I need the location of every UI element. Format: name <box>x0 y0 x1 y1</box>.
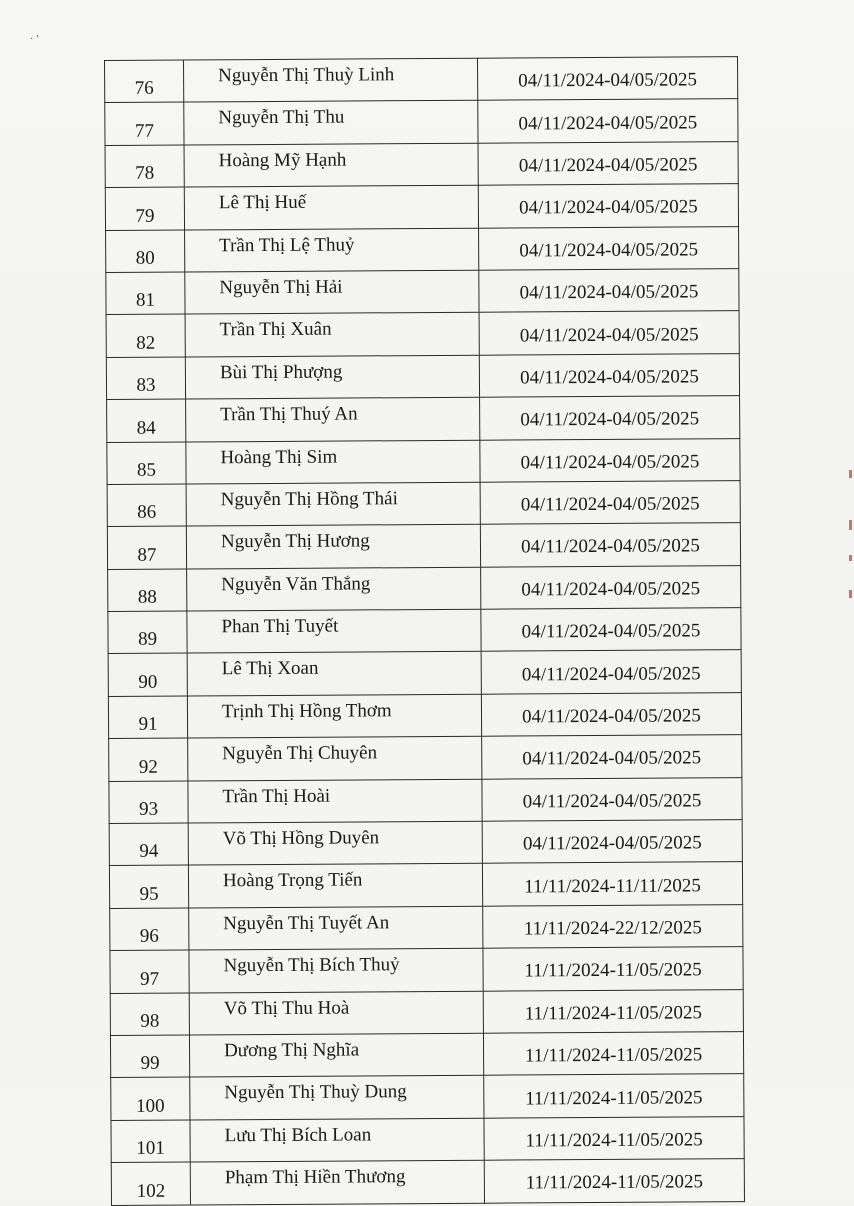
row-period: 04/11/2024-04/05/2025 <box>479 353 739 397</box>
row-name: Nguyễn Thị Hải <box>185 270 479 314</box>
row-number: 99 <box>110 1035 189 1078</box>
row-period: 04/11/2024-04/05/2025 <box>478 141 738 185</box>
table-row <box>105 99 738 145</box>
edge-mark <box>849 470 852 478</box>
row-name: Nguyễn Thị Chuyên <box>188 736 482 780</box>
table-row <box>108 565 741 611</box>
row-period: 11/11/2024-22/12/2025 <box>483 904 743 948</box>
row-period: 04/11/2024-04/05/2025 <box>482 735 742 779</box>
table-row <box>111 1116 744 1162</box>
row-name: Nguyễn Văn Thắng <box>187 567 481 611</box>
row-period: 04/11/2024-04/05/2025 <box>478 99 738 143</box>
row-period: 11/11/2024-11/05/2025 <box>483 947 743 991</box>
row-period: 11/11/2024-11/05/2025 <box>483 989 743 1033</box>
row-period: 11/11/2024-11/05/2025 <box>483 1032 743 1076</box>
row-period: 11/11/2024-11/11/2025 <box>482 862 742 906</box>
row-name: Lê Thị Xoan <box>187 652 481 696</box>
table-row <box>109 735 742 781</box>
row-number: 86 <box>107 484 186 527</box>
table-row <box>111 1159 744 1205</box>
row-number: 91 <box>108 696 187 739</box>
row-name: Hoàng Thị Sim <box>186 440 480 484</box>
row-period: 04/11/2024-04/05/2025 <box>480 481 740 525</box>
row-number: 102 <box>111 1162 190 1205</box>
table-row <box>107 396 740 442</box>
row-number: 81 <box>106 272 185 315</box>
row-period: 04/11/2024-04/05/2025 <box>482 820 742 864</box>
table-row <box>105 184 738 230</box>
row-number: 76 <box>105 60 184 103</box>
row-period: 04/11/2024-04/05/2025 <box>480 438 740 482</box>
row-name: Lê Thị Huế <box>184 185 478 229</box>
table-row <box>111 1074 744 1120</box>
table-row <box>110 1032 743 1078</box>
row-period: 11/11/2024-11/05/2025 <box>484 1116 744 1160</box>
row-period: 04/11/2024-04/05/2025 <box>480 523 740 567</box>
table-row <box>105 57 738 103</box>
row-number: 101 <box>111 1120 190 1163</box>
row-number: 79 <box>105 187 184 230</box>
row-number: 92 <box>109 738 188 781</box>
row-number: 87 <box>107 526 186 569</box>
row-period: 04/11/2024-04/05/2025 <box>480 396 740 440</box>
scan-specks: · ’ <box>30 34 40 45</box>
row-period: 04/11/2024-04/05/2025 <box>481 608 741 652</box>
row-name: Phan Thị Tuyết <box>187 609 481 653</box>
table-row <box>110 904 743 950</box>
table-row <box>109 862 742 908</box>
table-row <box>108 650 741 696</box>
edge-mark <box>849 520 852 530</box>
row-name: Dương Thị Nghĩa <box>189 1033 483 1077</box>
table-row <box>105 141 738 187</box>
row-number: 80 <box>106 230 185 273</box>
table-row <box>106 353 739 399</box>
table-row <box>108 608 741 654</box>
row-name: Phạm Thị Hiền Thương <box>190 1160 484 1204</box>
table-row <box>106 269 739 315</box>
row-number: 82 <box>106 314 185 357</box>
row-period: 04/11/2024-04/05/2025 <box>481 692 741 736</box>
row-number: 96 <box>110 908 189 951</box>
row-name: Trần Thị Lệ Thuỷ <box>185 228 479 272</box>
row-period: 04/11/2024-04/05/2025 <box>477 57 737 101</box>
row-name: Trần Thị Thuý An <box>186 397 480 441</box>
row-name: Nguyễn Thị Hồng Thái <box>186 482 480 526</box>
row-period: 11/11/2024-11/05/2025 <box>484 1159 744 1203</box>
row-name: Nguyễn Thị Thuỳ Linh <box>184 58 478 102</box>
table-row <box>107 481 740 527</box>
table-row <box>107 438 740 484</box>
row-period: 04/11/2024-04/05/2025 <box>478 184 738 228</box>
row-name: Hoàng Mỹ Hạnh <box>184 143 478 187</box>
row-number: 88 <box>108 569 187 612</box>
row-name: Hoàng Trọng Tiến <box>188 864 482 908</box>
row-number: 77 <box>105 102 184 145</box>
row-name: Nguyễn Thị Hương <box>186 525 480 569</box>
row-name: Võ Thị Hồng Duyên <box>188 821 482 865</box>
row-name: Trần Thị Xuân <box>185 313 479 357</box>
row-name: Lưu Thị Bích Loan <box>190 1118 484 1162</box>
edge-mark <box>849 590 852 598</box>
row-number: 98 <box>110 993 189 1036</box>
row-number: 85 <box>107 442 186 485</box>
row-number: 89 <box>108 611 187 654</box>
row-number: 94 <box>109 823 188 866</box>
row-period: 04/11/2024-04/05/2025 <box>479 226 739 270</box>
row-number: 93 <box>109 781 188 824</box>
row-name: Trịnh Thị Hồng Thơm <box>187 694 481 738</box>
edge-mark <box>849 555 852 561</box>
table-row <box>110 947 743 993</box>
row-period: 04/11/2024-04/05/2025 <box>482 777 742 821</box>
table-row <box>109 777 742 823</box>
row-name: Nguyễn Thị Tuyết An <box>189 906 483 950</box>
row-number: 100 <box>111 1077 190 1120</box>
row-number: 97 <box>110 950 189 993</box>
row-name: Nguyễn Thị Thuỳ Dung <box>190 1076 484 1120</box>
table-row <box>110 989 743 1035</box>
table-row <box>109 820 742 866</box>
table-row <box>107 523 740 569</box>
row-name: Nguyễn Thị Bích Thuỷ <box>189 948 483 992</box>
row-number: 90 <box>108 653 187 696</box>
row-number: 84 <box>107 399 186 442</box>
table-row <box>106 311 739 357</box>
row-number: 95 <box>109 865 188 908</box>
row-name: Bùi Thị Phượng <box>185 355 479 399</box>
table-row <box>106 226 739 272</box>
row-number: 78 <box>105 145 184 188</box>
row-number: 83 <box>106 357 185 400</box>
row-period: 04/11/2024-04/05/2025 <box>479 269 739 313</box>
row-name: Nguyễn Thị Thu <box>184 101 478 145</box>
row-name: Trần Thị Hoài <box>188 779 482 823</box>
row-period: 11/11/2024-11/05/2025 <box>484 1074 744 1118</box>
employee-table <box>104 56 745 1205</box>
row-period: 04/11/2024-04/05/2025 <box>481 650 741 694</box>
table-body <box>105 57 745 1205</box>
table-row <box>108 692 741 738</box>
row-name: Võ Thị Thu Hoà <box>189 991 483 1035</box>
table-container <box>104 56 745 1205</box>
row-period: 04/11/2024-04/05/2025 <box>481 565 741 609</box>
row-period: 04/11/2024-04/05/2025 <box>479 311 739 355</box>
